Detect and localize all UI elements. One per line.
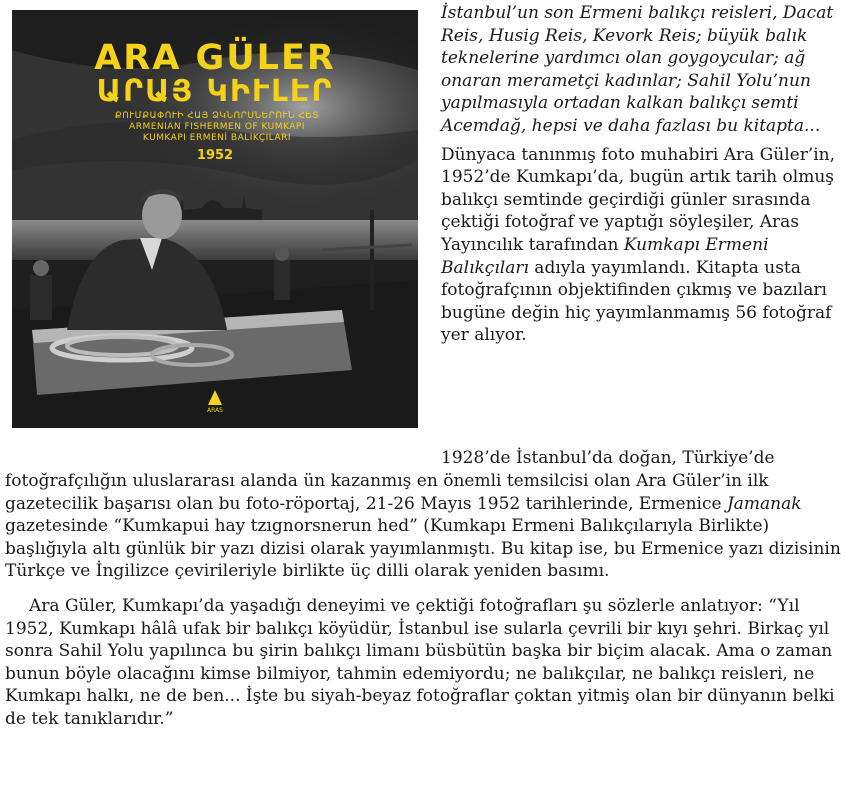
paragraph-1 <box>441 144 846 347</box>
right-column-text <box>441 2 846 347</box>
paragraph-2-start: 1928’de İstanbul’da doğan, Türkiye’de <box>441 448 775 468</box>
full-width-text <box>5 470 845 731</box>
paragraph-2 <box>5 470 845 583</box>
cover-subtitle-line: ՔՈՒՄՔԱՓՈՒԻ ՀԱՅ ՁԿՆՈՐՍՆԵՐՈՒՆ ՀԵՏ <box>114 111 320 121</box>
cover-subtitle-line: KUMKAPI ERMENİ BALIKÇILARI <box>142 133 292 143</box>
paragraph-3: Ara Güler, Kumkapı’da yaşadığı deneyimi ve çektiği fotoğrafları şu sözlerle anlatıyor: “Yıl 1952, Kumkapı hâlâ ufak bir balıkçı köyüdür, İstanbul ise sularla çevrili bir kıyı şehri. Birkaç yıl sonra Sahil Yolu yapılınca bu şirin balıkçı limanı büsbütün başka bir biçim alacak. Ama o zaman bunun böyle olacağını kimse bilmiyor, tahmin edemiyordu; ne balıkçılar, ne balıkçı reisleri, ne Kumkapı halkı, ne de ben... İşte bu siyah-beyaz fotoğraflar çoktan yitmiş olan bir dünyanın belki de tek tanıklarıdır.” <box>5 595 835 729</box>
paragraph-2-text: fotoğrafçılığın uluslararası alanda ün kazanmış en önemli temsilcisi olan Ara Güler’in ilk gazetecilik başarısı olan bu foto-röportaj, 21-26 Mayıs 1952 tarihlerinde, Ermenice <box>5 471 769 514</box>
cover-subtitle-line: ARMENIAN FISHERMEN OF KUMKAPI <box>129 122 305 132</box>
cover-title: ARA GÜLER <box>94 38 336 78</box>
newspaper-name: Jamanak <box>726 493 802 514</box>
book-cover <box>12 10 418 428</box>
publisher-logo <box>200 388 230 414</box>
intro-paragraph: İstanbul’un son Ermeni balıkçı reisleri, Dacat Reis, Husig Reis, Kevork Reis; büyük balık teknelerine yardımcı olan goygoycular; ağ onaran merametçi kadınlar; Sahil Yolu’nun yapılmasıyla ortadan kalkan balıkçı semti Acemdağ, hepsi ve daha fazlası bu kitapta... <box>441 3 834 136</box>
cover-subtitle <box>82 111 352 144</box>
book-title: Kumkapı Ermeni Balıkçıları <box>441 234 769 278</box>
cover-year: 1952 <box>196 148 234 163</box>
paragraph-1-text: Dünyaca tanınmış foto muhabiri Ara Güler’in, 1952’de Kumkapı’da, bugün artık tarih olmuş balıkçı semtinde geçirdiği günler sırasında çektiği fotoğraf ve yaptığı söyleşiler, Aras Yayıncılık tarafından <box>441 144 836 255</box>
publisher-name: ARAS <box>207 407 223 414</box>
paragraph-1-text-end: adıyla yayımlandı. Kitapta usta fotoğrafçının objektifinden çıkmış ve bazıları bugüne değin hiç yayımlanmamış 56 fotoğraf yer alıyor. <box>441 257 832 346</box>
paragraph-2-text-end: gazetesinde “Kumkapui hay tzıgnorsnerun hed” (Kumkapı Ermeni Balıkçılarıyla Birlikte) başlığıyla altı günlük bir yazı dizisi olarak yayımlanmıştı. Bu kitap ise, bu Ermenice yazı dizisinin Türkçe ve İngilizce çevirileriyle birlikte üç dilli olarak yeniden basımı. <box>5 516 841 582</box>
cover-title-armenian: ԱՐԱՅ ԿԻՒԼԷՐ <box>96 74 334 109</box>
